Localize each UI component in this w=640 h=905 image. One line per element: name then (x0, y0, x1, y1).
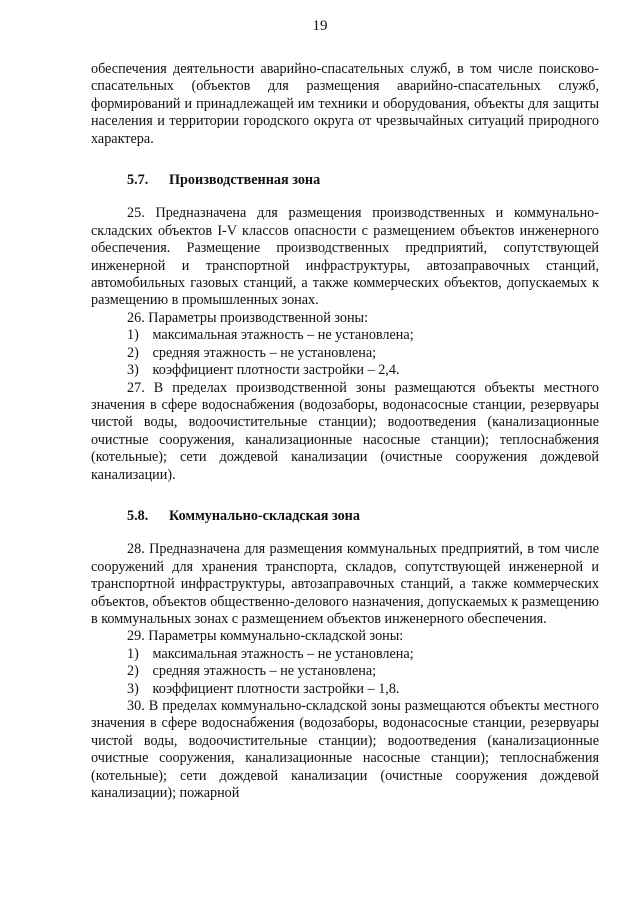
list-item (91, 663, 599, 680)
list-item (91, 646, 599, 663)
intro-paragraph: обеспечения деятельности аварийно-спасательных служб, в том числе поисково-спасательных (объектов для размещения аварийно-спасательных служб, формирований и принадлежащей им техники и оборудования, объекты для защиты населения и территории городского округа от чрезвычайных ситуаций природного характера. (91, 61, 599, 147)
section-number: 5.8. (127, 507, 149, 524)
list-item-number: 1) (127, 327, 139, 344)
list-item (91, 362, 599, 379)
paragraph-26-title: 26. Параметры производственной зоны: (127, 309, 369, 326)
list-item-text: средняя этажность – не установлена; (152, 344, 377, 361)
list-item-text: коэффициент плотности застройки – 1,8. (152, 680, 400, 697)
section-title: Производственная зона (169, 172, 321, 189)
paragraph-25: 25. Предназначена для размещения производственных и коммунально-складских объектов I-V классов опасности с размещением объектов инженерного обеспечения. Размещение производственных предприятий, сопутствующей инженерной и транспортной инфраструктуры, автозаправочных станций, автомобильных газовых станций, а также коммерческих объектов, допускаемых к размещению в промышленных зонах. (91, 205, 599, 309)
section-number: 5.7. (127, 172, 149, 189)
paragraph-28: 28. Предназначена для размещения коммунальных предприятий, в том числе сооружений для хранения транспорта, складов, сопутствующей инженерной и транспортной инфраструктуры, автозаправочных станций, а также коммерческих объектов, объектов общественно-делового назначения, допускаемых к размещению в коммунальных зонах с размещением объектов инженерного обеспечения. (91, 541, 599, 627)
list-item-text: коэффициент плотности застройки – 2,4. (152, 362, 400, 379)
paragraph-27: 27. В пределах производственной зоны размещаются объекты местного значения в сфере водоснабжения (водозаборы, водонасосные станции, резервуары чистой воды, водоочистительные станции); водоотведения (канализационные очистные сооружения, канализационные насосные станции); теплоснабжения (котельные); сети дождевой канализации (очистные сооружения дождевой канализации). (91, 379, 599, 483)
list-item (91, 327, 599, 344)
list-item-text: максимальная этажность – не установлена; (152, 327, 414, 344)
page-content (91, 61, 599, 802)
list-item (91, 681, 599, 698)
paragraph-30: 30. В пределах коммунально-складской зоны размещаются объекты местного значения в сфере водоснабжения (водозаборы, водонасосные станции, резервуары чистой воды, водоочистительные станции); водоотведения (канализационные очистные сооружения, канализационные насосные станции); теплоснабжения (котельные); сети дождевой канализации (очистные сооружения дождевой канализации); пожарной (91, 698, 599, 802)
list-item-text: средняя этажность – не установлена; (152, 663, 377, 680)
list-item-number: 3) (127, 680, 139, 697)
section-5-7-heading (91, 172, 599, 189)
list-item-text: максимальная этажность – не установлена; (152, 645, 414, 662)
list-item-number: 2) (127, 663, 139, 680)
list-item-number: 1) (127, 645, 139, 662)
list-item-number: 2) (127, 344, 139, 361)
section-title: Коммунально-складская зона (169, 507, 360, 524)
page-number: 19 (312, 18, 328, 34)
section-5-8-heading (91, 508, 599, 525)
list-item (91, 345, 599, 362)
paragraph-29-title: 29. Параметры коммунально-складской зоны: (127, 628, 404, 645)
list-item-number: 3) (127, 362, 139, 379)
